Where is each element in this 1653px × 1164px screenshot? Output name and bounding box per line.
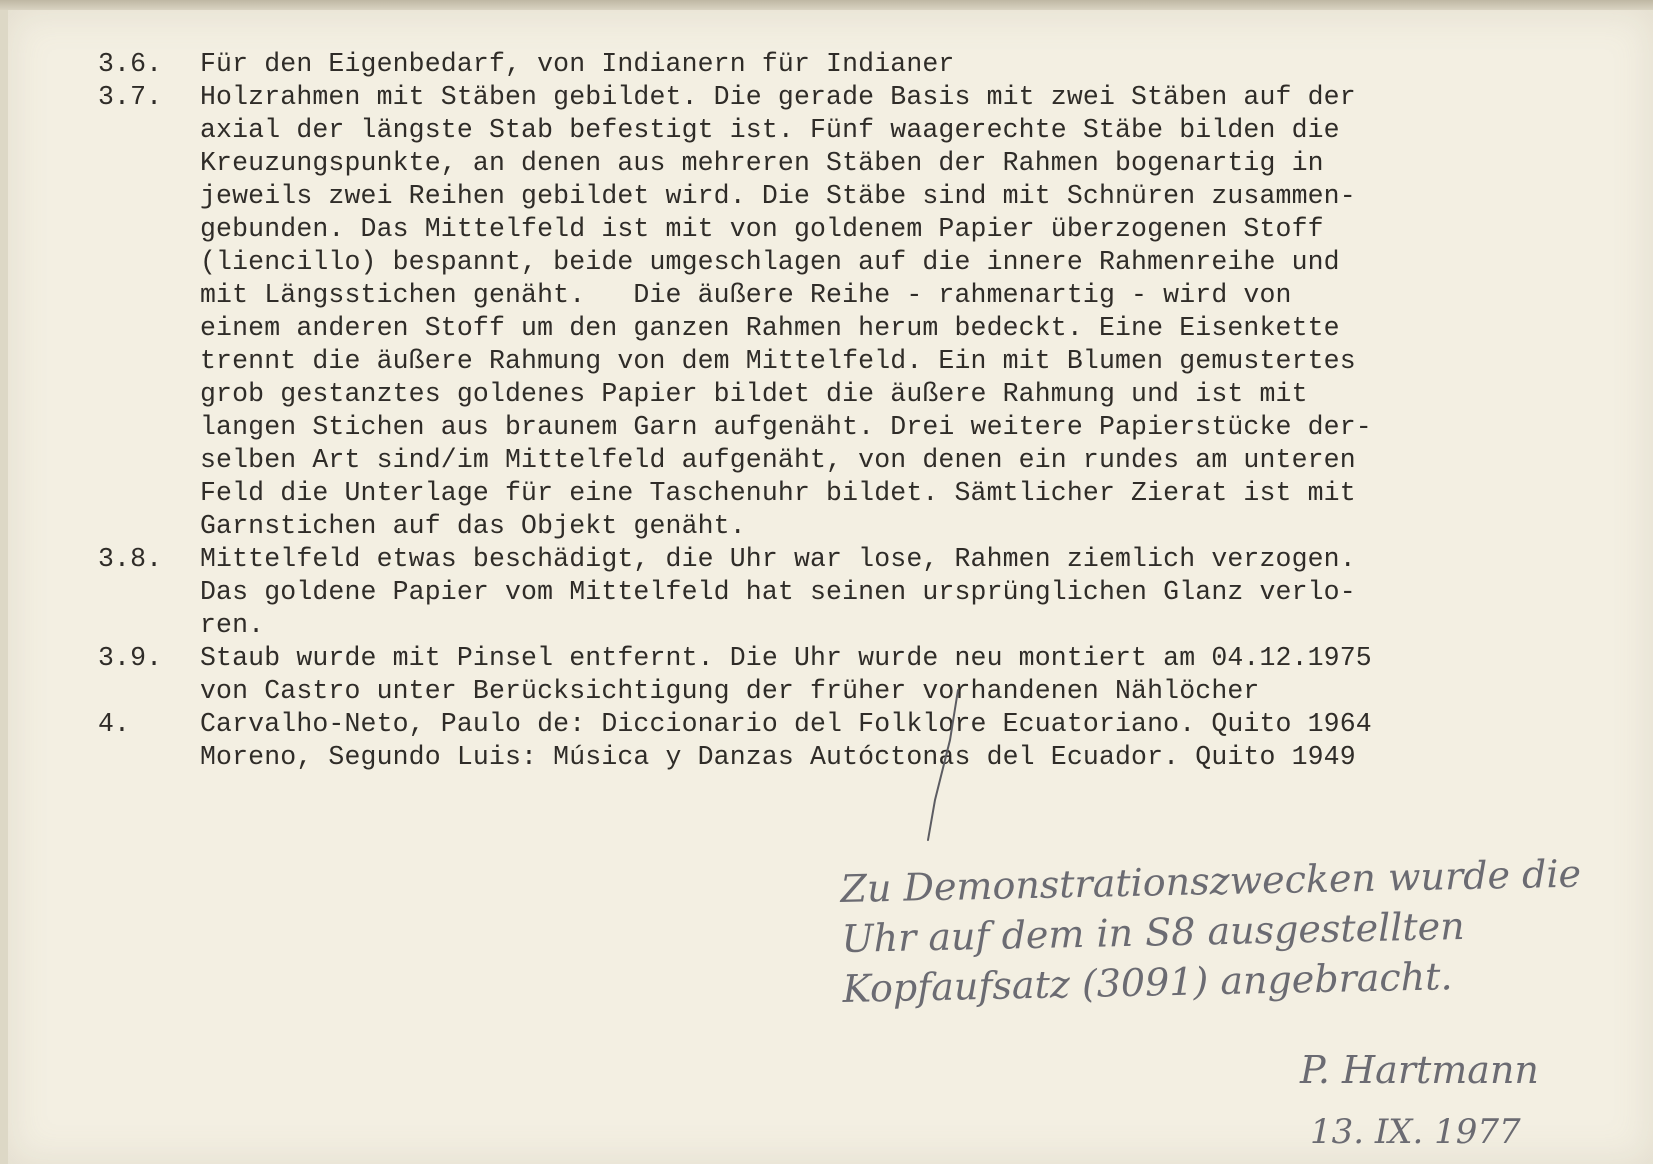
text-line: gebunden. Das Mittelfeld ist mit von goldenem Papier überzogenen Stoff: [200, 214, 1324, 244]
text-line: (liencillo) bespannt, beide umgeschlagen auf die innere Rahmenreihe und: [200, 247, 1340, 277]
entry-text: [200, 48, 1653, 81]
entry-3-9: [98, 642, 1653, 708]
handwritten-line: Uhr auf dem in S8 ausgestellten: [841, 903, 1466, 961]
text-line: selben Art sind/im Mittelfeld aufgenäht, von denen ein rundes am unteren: [200, 445, 1356, 475]
text-line: langen Stichen aus braunem Garn aufgenäht. Drei weitere Papierstücke der-: [200, 412, 1372, 442]
entry-3-6: [98, 48, 1653, 81]
text-line: einem anderen Stoff um den ganzen Rahmen herum bedeckt. Eine Eisenkette: [200, 313, 1340, 343]
entry-number: 3.8.: [98, 544, 163, 574]
text-line: Moreno, Segundo Luis: Música y Danzas Autóctonas del Ecuador. Quito 1949: [200, 742, 1356, 772]
text-line: Das goldene Papier vom Mittelfeld hat seinen ursprünglichen Glanz verlo-: [200, 577, 1356, 607]
text-line: grob gestanztes goldenes Papier bildet die äußere Rahmung und ist mit: [200, 379, 1308, 409]
text-line: Staub wurde mit Pinsel entfernt. Die Uhr wurde neu montiert am 04.12.1975: [200, 643, 1372, 673]
typed-entries: [98, 48, 1653, 774]
entry-4: [98, 708, 1653, 774]
entry-text: [200, 708, 1653, 774]
text-line: Garnstichen auf das Objekt genäht.: [200, 511, 746, 541]
handwritten-line: Kopfaufsatz (3091) angebracht.: [842, 954, 1453, 1011]
text-line: ren.: [200, 610, 265, 640]
text-line: Carvalho-Neto, Paulo de: Diccionario del Folklore Ecuatoriano. Quito 1964: [200, 709, 1372, 739]
entry-number: 3.7.: [98, 82, 163, 112]
entry-number: 3.6.: [98, 49, 163, 79]
signature: P. Hartmann: [1300, 1048, 1539, 1092]
text-line: mit Längsstichen genäht. Die äußere Reihe - rahmenartig - wird von: [200, 280, 1292, 310]
handwritten-line: Zu Demonstrationszwecken wurde die: [840, 851, 1582, 911]
entry-text: [200, 81, 1653, 543]
text-line: Kreuzungspunkte, an denen aus mehreren Stäben der Rahmen bogenartig in: [200, 148, 1324, 178]
text-line: Holzrahmen mit Stäben gebildet. Die gerade Basis mit zwei Stäben auf der: [200, 82, 1356, 112]
scan-top-edge: [0, 0, 1653, 10]
text-line: axial der längste Stab befestigt ist. Fünf waagerechte Stäbe bilden die: [200, 115, 1340, 145]
signature-date: 13. IX. 1977: [1310, 1112, 1521, 1152]
entry-text: [200, 642, 1653, 708]
entry-number: 3.9.: [98, 643, 163, 673]
entry-3-7: [98, 81, 1653, 543]
entry-number: 4.: [98, 709, 131, 739]
entry-3-8: [98, 543, 1653, 642]
entry-text: [200, 543, 1653, 642]
handwritten-note: [840, 847, 1643, 1014]
text-line: Feld die Unterlage für eine Taschenuhr bildet. Sämtlicher Zierat ist mit: [200, 478, 1356, 508]
text-line: Mittelfeld etwas beschädigt, die Uhr war lose, Rahmen ziemlich verzogen.: [200, 544, 1356, 574]
text-line: trennt die äußere Rahmung von dem Mittelfeld. Ein mit Blumen gemustertes: [200, 346, 1356, 376]
text-line: Für den Eigenbedarf, von Indianern für Indianer: [200, 49, 955, 79]
text-line: jeweils zwei Reihen gebildet wird. Die Stäbe sind mit Schnüren zusammen-: [200, 181, 1356, 211]
text-line: von Castro unter Berücksichtigung der früher vorhandenen Nählöcher: [200, 676, 1260, 706]
